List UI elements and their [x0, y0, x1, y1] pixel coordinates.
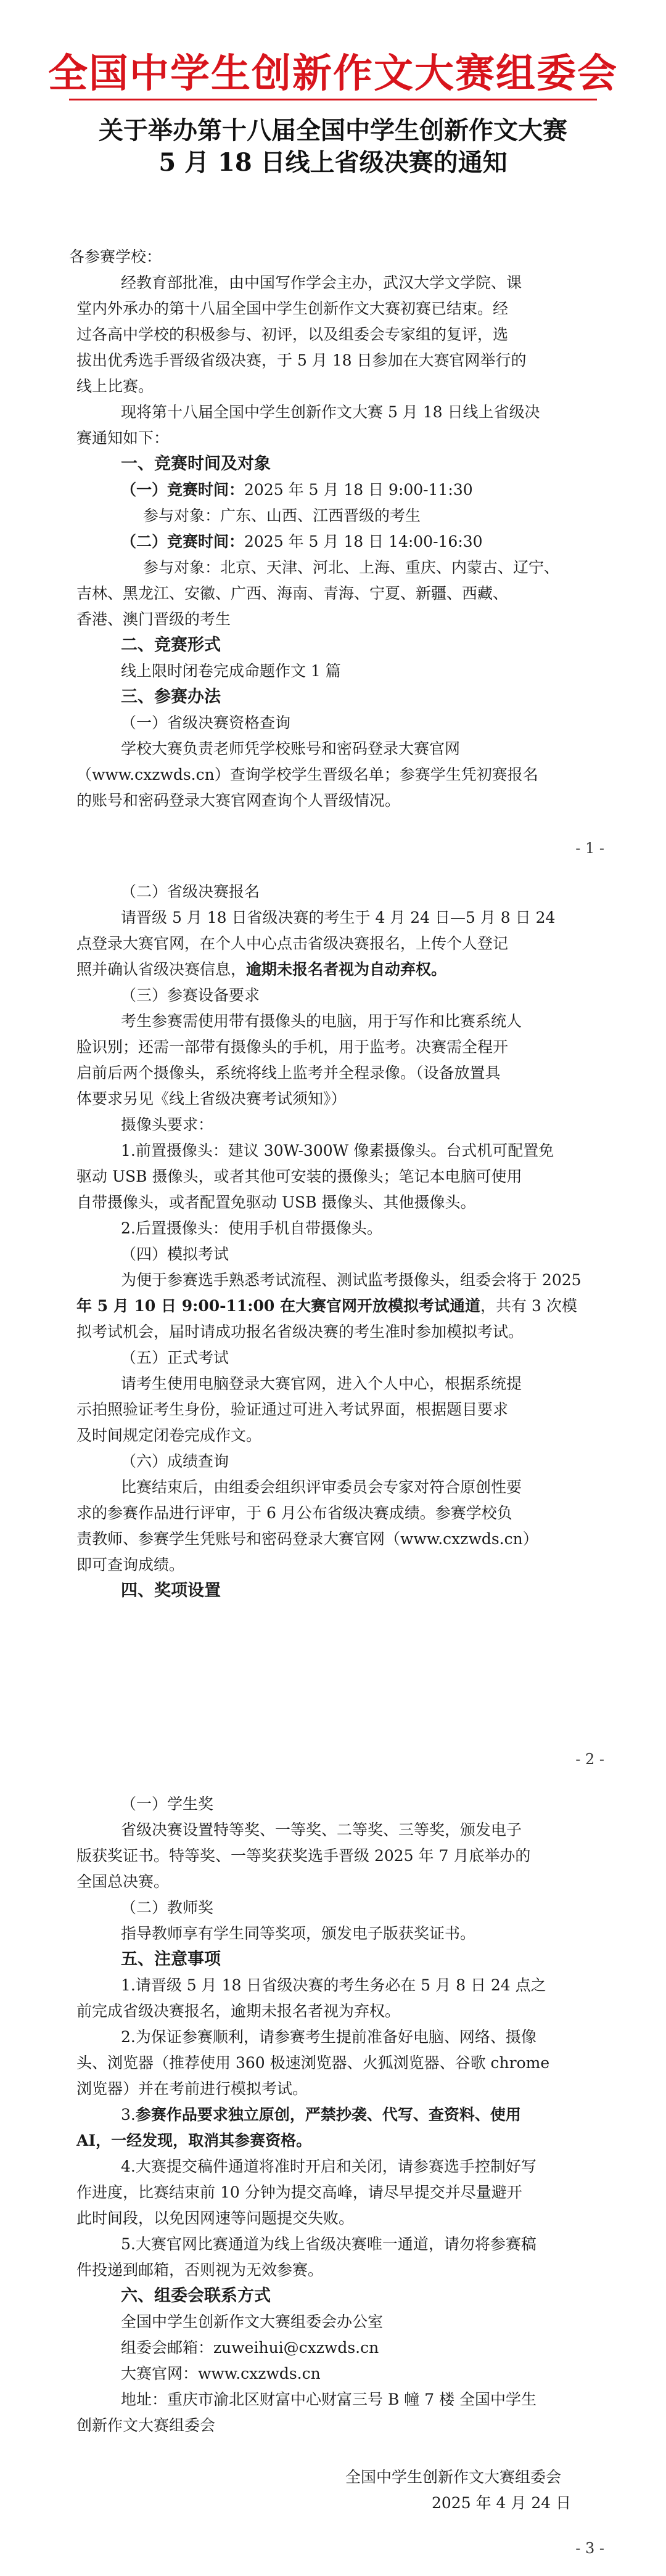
paragraph-line: 此时间段，以免因网速等问题提交失败。 [76, 2209, 355, 2227]
page-number: - 1 - [575, 840, 604, 857]
paragraph-line: 版获奖证书。特等奖、一等奖获奖选手晋级 2025 年 7 月底举办的 [76, 1847, 531, 1865]
paragraph-line: 赛通知如下： [76, 429, 170, 447]
paragraph-line: 拔出优秀选手晋级省级决赛，于 5 月 18 日参加在大赛官网举行的 [76, 351, 527, 369]
label-bold: （二）竞赛时间： [121, 533, 245, 550]
paragraph-line: 考生参赛需使用带有摄像头的电脑，用于写作和比赛系统人 [121, 1012, 522, 1030]
subsection-heading: （一）学生奖 [121, 1795, 214, 1813]
contact-address: 地址：重庆市渝北区财富中心财富三号 B 幢 7 楼 全国中学生 [121, 2390, 537, 2408]
section-heading-2: 二、竞赛形式 [121, 636, 221, 655]
paragraph-line: 1.请晋级 5 月 18 日省级决赛的考生务必在 5 月 8 日 24 点之 [121, 1976, 546, 1994]
section-heading-5: 五、注意事项 [121, 1950, 221, 1969]
paragraph-line: 全国总决赛。 [76, 1873, 170, 1891]
label-bold: （一）竞赛时间： [121, 481, 245, 499]
page-number: - 2 - [575, 1751, 604, 1768]
paragraph-line: 拟考试机会，届时请成功报名省级决赛的考生准时参加模拟考试。 [76, 1323, 524, 1341]
paragraph-line: 求的参赛作品进行评审，于 6 月公布省级决赛成绩。参赛学校负 [76, 1504, 512, 1522]
paragraph-line: 责教师、参赛学生凭账号和密码登录大赛官网（www.cxzwds.cn） [76, 1530, 538, 1548]
paragraph-line: 为便于参赛选手熟悉考试流程、测试监考摄像头，组委会将于 2025 [121, 1271, 582, 1289]
paragraph-line: 经教育部批准，由中国写作学会主办，武汉大学文学院、课 [121, 274, 522, 292]
paragraph-line: 头、浏览器（推荐使用 360 极速浏览器、火狐浏览器、谷歌 chrome [76, 2054, 550, 2072]
paragraph-line: 体要求另见《线上省级决赛考试须知》） [76, 1090, 347, 1108]
paragraph-line: 请晋级 5 月 18 日省级决赛的考生于 4 月 24 日—5 月 8 日 24 [121, 909, 556, 926]
paragraph-line: 及时间规定闭卷完成作文。 [76, 1426, 262, 1444]
subsection-heading: （二）省级决赛报名 [121, 883, 260, 901]
paragraph-line [0, 531, 666, 552]
page-number: - 3 - [575, 2540, 604, 2557]
paragraph-line: 吉林、黑龙江、安徽、广西、海南、青海、宁夏、新疆、西藏、 [76, 584, 509, 602]
contact-office: 全国中学生创新作文大赛组委会办公室 [121, 2313, 384, 2331]
paragraph-line: 指导教师享有学生同等奖项，颁发电子版获奖证书。 [121, 1924, 476, 1942]
subsection-heading: （五）正式考试 [121, 1349, 229, 1367]
time-value: 2025 年 5 月 18 日 14:00-16:30 [244, 533, 483, 550]
paragraph-line: 启前后两个摄像头，系统将线上监考并全程录像。（设备放置具 [76, 1064, 501, 1082]
contact-address-cont: 创新作文大赛组委会 [76, 2416, 216, 2434]
paragraph-line: （www.cxzwds.cn）查询学校学生晋级名单；参赛学生凭初赛报名 [76, 766, 538, 783]
section-heading-3: 三、参赛办法 [121, 687, 221, 706]
paragraph-line [0, 480, 666, 501]
page-3 [0, 1775, 666, 2576]
salutation: 各参赛学校： [69, 248, 162, 266]
paragraph-line: 摄像头要求： [121, 1116, 214, 1134]
signature-date: 2025 年 4 月 24 日 [432, 2494, 572, 2512]
paragraph-line: 示拍照验证考生身份，验证通过可进入考试界面，根据题目要求 [76, 1400, 509, 1418]
paragraph-line-bold: AI，一经发现，取消其参赛资格。 [76, 2132, 312, 2149]
text-bold: 参赛作品要求独立原创，严禁抄袭、代写、查资料、使用 [135, 2106, 521, 2124]
paragraph-line: 4.大赛提交稿件通道将准时开启和关闭，请参赛选手控制好写 [121, 2157, 536, 2175]
paragraph-line: 比赛结束后，由组委会组织评审委员会专家对符合原创性要 [121, 1478, 522, 1496]
time-value: 2025 年 5 月 18 日 9:00-11:30 [244, 481, 473, 499]
paragraph-line: 请考生使用电脑登录大赛官网，进入个人中心，根据系统提 [121, 1375, 522, 1392]
paragraph-line: 现将第十八届全国中学生创新作文大赛 5 月 18 日线上省级决 [121, 403, 540, 421]
paragraph-line: 堂内外承办的第十八届全国中学生创新作文大赛初赛已结束。经 [76, 300, 509, 317]
subsection-heading: （三）参赛设备要求 [121, 986, 260, 1004]
paragraph-line: 点登录大赛官网，在个人中心点击省级决赛报名，上传个人登记 [76, 934, 509, 952]
subsection-heading: （二）教师奖 [121, 1899, 214, 1916]
document-title-line-2: 5 月 18 日线上省级决赛的通知 [158, 148, 508, 177]
paragraph-line: 线上限时闭卷完成命题作文 1 篇 [121, 662, 341, 680]
paragraph-line: 即可查询成绩。 [76, 1556, 185, 1574]
paragraph-line: 件投递到邮箱，否则视为无效参赛。 [76, 2261, 324, 2279]
contact-website: 大赛官网：www.cxzwds.cn [121, 2365, 321, 2382]
paragraph-line: 5.大赛官网比赛通道为线上省级决赛唯一通道，请勿将参赛稿 [121, 2235, 536, 2253]
paragraph-line: 学校大赛负责老师凭学校账号和密码登录大赛官网 [121, 740, 461, 758]
paragraph-line: 线上比赛。 [76, 377, 154, 395]
paragraph-line: 香港、澳门晋级的考生 [76, 610, 231, 628]
paragraph-line: 浏览器）并在考前进行模拟考试。 [76, 2080, 308, 2098]
text-bold: 年 5 月 10 日 9:00-11:00 在大赛官网开放模拟考试通道 [76, 1297, 481, 1315]
contact-email: 组委会邮箱：zuweihui@cxzwds.cn [121, 2339, 379, 2357]
paragraph-line: 参与对象：广东、山西、江西晋级的考生 [143, 507, 421, 525]
paragraph-line: 省级决赛设置特等奖、一等奖、二等奖、三等奖，颁发电子 [121, 1821, 522, 1839]
paragraph-line: 脸识别；还需一部带有摄像头的手机，用于监考。决赛需全程开 [76, 1038, 509, 1056]
paragraph-line: 驱动 USB 摄像头，或者其他可安装的摄像头；笔记本电脑可使用 [76, 1167, 522, 1185]
paragraph-line [0, 959, 666, 980]
section-heading-4: 四、奖项设置 [121, 1581, 221, 1600]
paragraph-line: 2.为保证参赛顺利，请参赛考生提前准备好电脑、网络、摄像 [121, 2028, 536, 2046]
section-heading-1: 一、竞赛时间及对象 [121, 454, 271, 473]
text-normal: 照并确认省级决赛信息， [76, 960, 247, 978]
subsection-heading: （一）省级决赛资格查询 [121, 714, 291, 732]
paragraph-line: 过各高中学校的积极参与、初评，以及组委会专家组的复评，选 [76, 325, 509, 343]
section-heading-6: 六、组委会联系方式 [121, 2286, 271, 2305]
document-title-line-1: 关于举办第十八届全国中学生创新作文大赛 [99, 116, 567, 145]
paragraph-line [0, 1296, 666, 1317]
paragraph-line: 作进度，比赛结束前 10 分钟为提交高峰，请尽早提交并尽量避开 [76, 2183, 522, 2201]
text-normal: ，共有 3 次模 [480, 1297, 577, 1315]
signature-org: 全国中学生创新作文大赛组委会 [345, 2468, 562, 2486]
red-divider [69, 99, 597, 100]
paragraph-line: 前完成省级决赛报名，逾期未报名者视为弃权。 [76, 2002, 401, 2020]
paragraph-line: 参与对象：北京、天津、河北、上海、重庆、内蒙古、辽宁、 [143, 558, 560, 576]
text-bold: 逾期未报名者视为自动弃权。 [246, 960, 447, 978]
paragraph-line: 自带摄像头，或者配置免驱动 USB 摄像头、其他摄像头。 [76, 1193, 476, 1211]
page-2 [0, 863, 666, 1775]
paragraph-line: 1.前置摄像头：建议 30W-300W 像素摄像头。台式机可配置免 [121, 1142, 554, 1159]
page-1 [0, 0, 666, 863]
text-normal: 3. [121, 2106, 136, 2124]
subsection-heading: （四）模拟考试 [121, 1245, 229, 1263]
subsection-heading: （六）成绩查询 [121, 1452, 229, 1470]
org-header-title: 全国中学生创新作文大赛组委会 [48, 51, 618, 97]
paragraph-line: 2.后置摄像头：使用手机自带摄像头。 [121, 1219, 382, 1237]
paragraph-line: 的账号和密码登录大赛官网查询个人晋级情况。 [76, 791, 401, 809]
paragraph-line [0, 2104, 666, 2125]
